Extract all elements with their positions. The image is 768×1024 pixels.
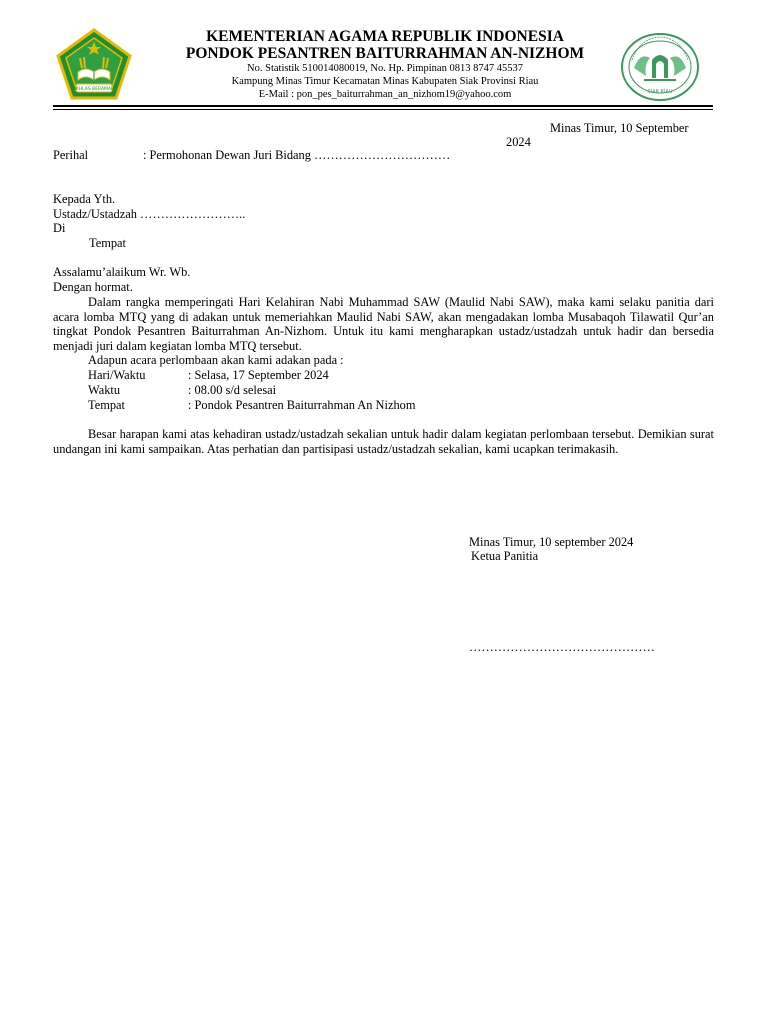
- signature-role: Ketua Panitia: [471, 549, 539, 563]
- letterhead-text: [140, 28, 630, 101]
- date-top: Minas Timur, 10 September: [550, 121, 689, 135]
- svg-text:IKHLAS BERAMAL: IKHLAS BERAMAL: [74, 87, 114, 92]
- address: Kampung Minas Timur Kecamatan Minas Kabupaten Siak Provinsi Riau: [231, 76, 539, 87]
- recipient-place: Tempat: [89, 236, 126, 250]
- agenda-label: Hari/Waktu: [88, 368, 146, 382]
- agenda-value: : Pondok Pesantren Baiturrahman An Nizhom: [188, 398, 416, 412]
- agenda-value: : Selasa, 17 September 2024: [188, 368, 329, 382]
- signature-place-date: Minas Timur, 10 september 2024: [469, 535, 634, 549]
- subject-value: : Permohonan Dewan Juri Bidang ……………………………: [143, 148, 451, 162]
- agenda-value: : 08.00 s/d selesai: [188, 383, 277, 397]
- recipient-greeting: Kepada Yth.: [53, 192, 116, 206]
- letterhead-rule-thin: [53, 109, 713, 110]
- agenda-label: Waktu: [88, 383, 121, 397]
- islamic-greeting: Assalamu’alaikum Wr. Wb.: [53, 265, 191, 279]
- recipient-di: Di: [53, 221, 66, 235]
- kemenag-logo-icon: [56, 28, 132, 100]
- svg-text:SIAK RIAU: SIAK RIAU: [647, 89, 673, 95]
- recipient-name: Ustadz/Ustadzah ……………………..: [53, 207, 246, 221]
- agenda-label: Tempat: [88, 398, 125, 412]
- letterhead: [0, 0, 768, 112]
- ministry-name: KEMENTERIAN AGAMA REPUBLIK INDONESIA: [206, 28, 564, 45]
- date-top-year: 2024: [506, 135, 531, 149]
- subject-label: Perihal: [53, 148, 89, 162]
- statistics-number: No. Statistik 510014080019, No. Hp. Pimpinan 0813 8747 45537: [247, 63, 523, 74]
- agenda-intro: Adapun acara perlombaan akan kami adakan pada :: [88, 353, 344, 367]
- body-paragraph: Dalam rangka memperingati Hari Kelahiran Nabi Muhammad SAW (Maulid Nabi SAW), maka kami selaku panitia dari acara lomba MTQ yang di adakan untuk memeriahkan Maulid Nabi SAW, akan mengadakan lomba Musabaqoh Tilawatil Qur’an tingkat Pondok Pesantren Baiturrahman An-Nizhom. Untuk itu kami mengharapkan ustadz/ustadzah untuk hadir dan bersedia menjadi juri dalam kegiatan lomba MTQ tersebut.: [53, 295, 714, 353]
- closing-paragraph: Besar harapan kami atas kehadiran ustadz/ustadzah sekalian untuk hadir dalam kegiatan perlombaan tersebut. Demikian surat undangan ini kami sampaikan. Atas perhatian dan partisipasi ustadz/ustadzah sekalian, kami ucapkan terimakasih.: [53, 427, 714, 456]
- salutation: Dengan hormat.: [53, 280, 133, 294]
- email: E-Mail : pon_pes_baiturrahman_an_nizhom19@yahoo.com: [258, 89, 512, 100]
- letterhead-rule-thick: [53, 105, 713, 107]
- signature-name-line: ………………………………………: [469, 640, 655, 654]
- institution-name: PONDOK PESANTREN BAITURRAHMAN AN-NIZHOM: [185, 45, 585, 62]
- pesantren-seal-icon: [620, 32, 700, 102]
